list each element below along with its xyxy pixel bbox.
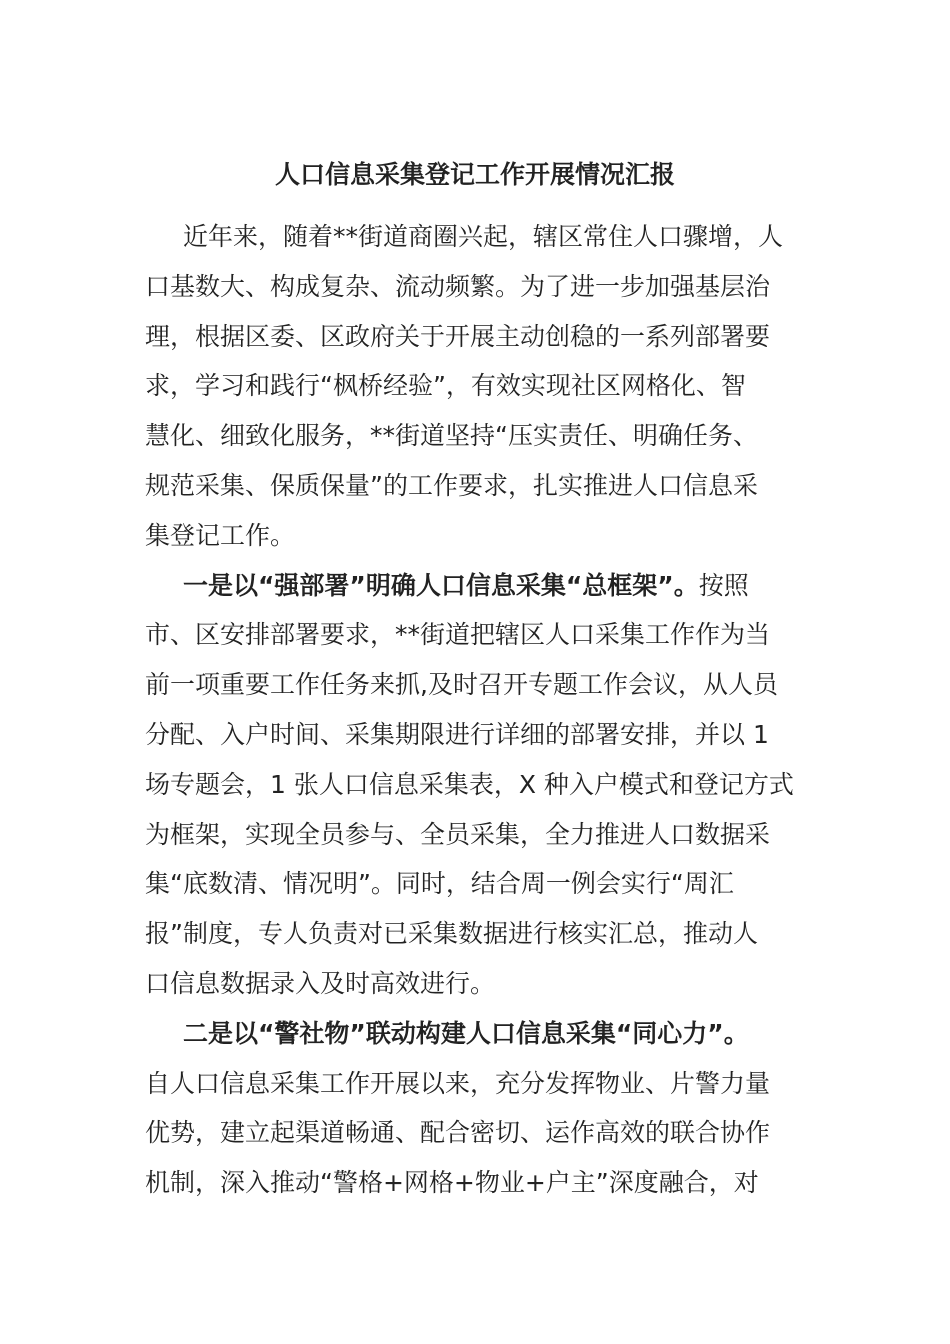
line-text: 求，学习和践行“枫桥经验”，有效实现社区网格化、智: [145, 371, 746, 401]
text-line: [145, 511, 810, 561]
text-line: [145, 710, 810, 760]
line-text: 规范采集、保质保量”的工作要求，扎实推进人口信息采: [145, 470, 758, 500]
line-text: 慧化、细致化服务，**街道坚持“压实责任、明确任务、: [145, 421, 758, 451]
line-text: 近年来，随着**街道商圈兴起，辖区常住人口骤增，人: [183, 222, 784, 251]
text-line: [145, 1158, 810, 1208]
line-text: 口基数大、构成复杂、流动频繁。为了进一步加强基层治: [145, 271, 771, 301]
text-line: [145, 361, 810, 411]
document-title: 人口信息采集登记工作开展情况汇报: [274, 160, 675, 189]
text-line: [145, 312, 810, 362]
line-text: 集登记工作。: [145, 520, 296, 550]
text-line: [145, 660, 810, 710]
text-line: [145, 212, 810, 262]
text-line: [145, 909, 810, 959]
text-line: [145, 411, 810, 461]
text-line: [145, 461, 810, 511]
section-heading-1: 一是以“强部署”明确人口信息采集“总框架”。: [183, 570, 699, 600]
text-line: [145, 262, 810, 312]
line-text: 集“底数清、情况明”。同时，结合周一例会实行“周汇: [145, 869, 734, 899]
line-text: 机制，深入推动“警格+网格+物业+户主”深度融合，对: [145, 1168, 759, 1198]
line-text: 分配、入户时间、采集期限进行详细的部署安排，并以 1: [145, 719, 769, 749]
line-text: 按照: [698, 570, 749, 600]
text-line: [145, 1059, 810, 1109]
text-line: [145, 760, 810, 810]
text-line: [145, 859, 810, 909]
section-heading-2: 二是以“警社物”联动构建人口信息采集“同心力”。: [183, 1018, 749, 1048]
line-text: 优势，建立起渠道畅通、配合密切、运作高效的联合协作: [145, 1118, 771, 1148]
text-line: [145, 810, 810, 860]
line-text: 报”制度，专人负责对已采集数据进行核实汇总，推动人: [145, 919, 758, 949]
line-text: 为框架，实现全员参与、全员采集，全力推进人口数据采: [145, 819, 771, 849]
line-text: 市、区安排部署要求，**街道把辖区人口采集工作作为当: [145, 620, 771, 650]
line-text: 场专题会，1 张人口信息采集表，X 种入户模式和登记方式: [145, 769, 794, 799]
text-line: [145, 1108, 810, 1158]
text-line: [145, 610, 810, 660]
text-line: [145, 1009, 810, 1059]
line-text: 口信息数据录入及时高效进行。: [145, 968, 496, 998]
line-text: 理，根据区委、区政府关于开展主动创稳的一系列部署要: [145, 321, 771, 351]
text-line: [145, 561, 810, 611]
line-text: 前一项重要工作任务来抓,及时召开专题工作会议，从人员: [145, 670, 778, 700]
document-body: [145, 212, 810, 1208]
text-line: [145, 959, 810, 1009]
line-text: 自人口信息采集工作开展以来，充分发挥物业、片警力量: [145, 1068, 771, 1098]
